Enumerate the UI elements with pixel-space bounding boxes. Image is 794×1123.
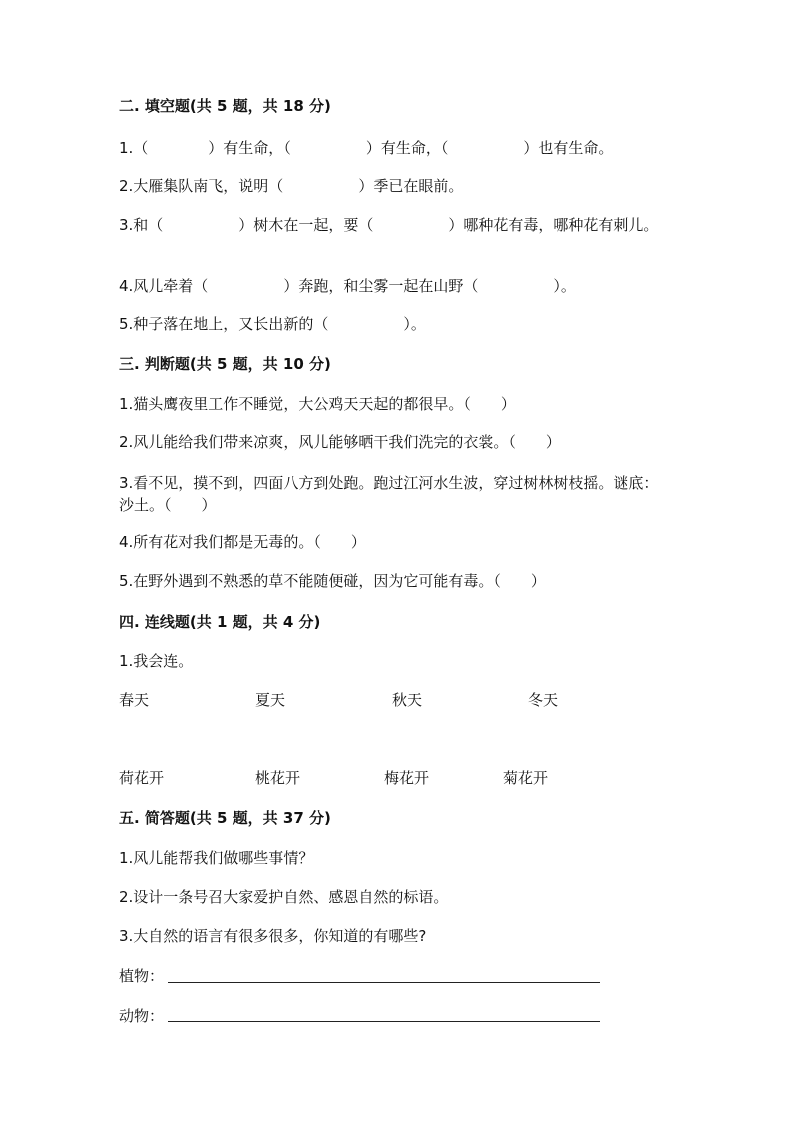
judge-question-4: 4.所有花对我们都是无毒的。（ ） <box>119 533 366 551</box>
match-season-summer[interactable]: 夏天 <box>255 691 286 709</box>
fill-question-1: 1.（ ）有生命，（ ）有生命，（ ）也有生命。 <box>119 139 614 157</box>
match-flower-plum[interactable]: 梅花开 <box>384 769 430 787</box>
animals-answer-line[interactable] <box>168 1021 600 1022</box>
short-question-3: 3.大自然的语言有很多很多，你知道的有哪些? <box>119 927 427 945</box>
judge-question-1: 1.猫头鹰夜里工作不睡觉，大公鸡天天起的都很早。（ ） <box>119 395 516 413</box>
animals-label: 动物： <box>119 1007 165 1025</box>
short-question-2: 2.设计一条号召大家爱护自然、感恩自然的标语。 <box>119 888 449 906</box>
fill-question-2: 2.大雁集队南飞，说明（ ）季已在眼前。 <box>119 177 464 195</box>
match-question-1: 1.我会连。 <box>119 652 194 670</box>
judge-question-5: 5.在野外遇到不熟悉的草不能随便碰，因为它可能有毒。（ ） <box>119 572 546 590</box>
match-season-spring[interactable]: 春天 <box>119 691 150 709</box>
fill-question-4: 4.风儿牵着（ ）奔跑，和尘雾一起在山野（ ）。 <box>119 277 576 295</box>
fill-question-5: 5.种子落在地上，又长出新的（ ）。 <box>119 315 426 333</box>
section-title-judge: 三. 判断题(共 5 题，共 10 分) <box>119 355 331 373</box>
judge-question-2: 2.风儿能给我们带来凉爽，风儿能够晒干我们洗完的衣裳。（ ） <box>119 433 561 451</box>
fill-question-3: 3.和（ ）树木在一起，要（ ）哪种花有毒，哪种花有刺儿。 <box>119 216 659 234</box>
plants-label: 植物： <box>119 967 165 985</box>
short-question-1: 1.风儿能帮我们做哪些事情？ <box>119 849 314 867</box>
judge-question-3: 3.看不见，摸不到，四面八方到处跑。跑过江河水生波，穿过树林树枝摇。谜底：沙土。（ ） <box>119 474 659 514</box>
match-season-autumn[interactable]: 秋天 <box>392 691 423 709</box>
section-title-short: 五. 简答题(共 5 题，共 37 分) <box>119 809 331 827</box>
match-flower-chrysanthemum[interactable]: 菊花开 <box>503 769 549 787</box>
plants-answer-line[interactable] <box>168 982 600 983</box>
match-season-winter[interactable]: 冬天 <box>528 691 559 709</box>
match-flower-peach[interactable]: 桃花开 <box>255 769 301 787</box>
section-title-match: 四. 连线题(共 1 题，共 4 分) <box>119 613 321 631</box>
match-flower-lotus[interactable]: 荷花开 <box>119 769 165 787</box>
section-title-fill: 二. 填空题(共 5 题，共 18 分) <box>119 97 331 115</box>
